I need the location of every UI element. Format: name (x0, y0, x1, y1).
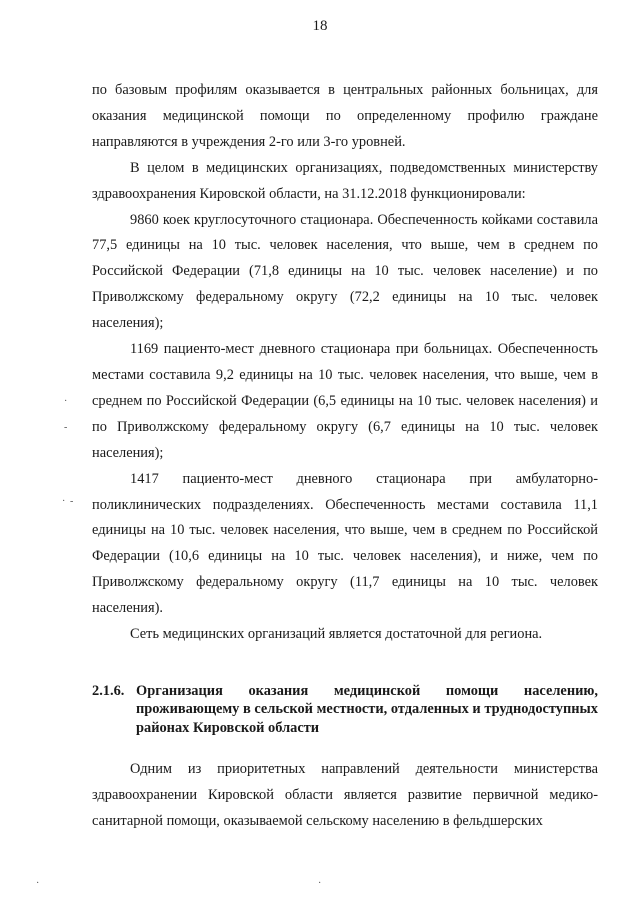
scan-speck: · (36, 878, 40, 889)
paragraph-round-the-clock-beds: 9860 коек круглосуточного стационара. Обеспеченность койками составила 77,5 единицы на 10 тыс. человек населения, что выше, чем в среднем по Российской Федерации (71,8 единицы на 10 тыс. человек население) и по Приволжскому федеральному округу (72,2 единицы на 10 тыс. человек населения); (92, 211, 598, 332)
scan-speck: · (64, 396, 68, 407)
page-number: 18 (312, 18, 328, 34)
paragraph-network-sufficiency: Сеть медицинских организаций является достаточной для региона. (130, 626, 543, 643)
paragraph-continuation: по базовым профилям оказывается в центральных районных больницах, для оказания медицинской помощи по определенному профилю граждане направляются в учреждения 2-го или 3-го уровней. (92, 82, 598, 150)
section-heading (92, 682, 598, 738)
section-number: 2.1.6. (92, 682, 125, 699)
paragraph-rural-care: Одним из приоритетных направлений деятельности министерства здравоохранении Кировской области является развитие первичной медико-санитарной помощи, оказываемой сельскому населению в фельдшерских (92, 761, 598, 830)
scan-speck: · (318, 878, 322, 889)
section-title: Организация оказания медицинской помощи населению, проживающему в сельской местности, отдаленных и труднодоступных районах Кировской области (136, 682, 598, 736)
paragraph-day-hospital-beds: 1169 пациенто-мест дневного стационара при больницах. Обеспеченность местами составила 9,2 единицы на 10 тыс. человек населения, что выше, чем в среднем по Российской Федерации (6,5 единицы на 10 тыс. человек населения) и по Приволжскому федеральному округу (6,7 единицы на 10 тыс. человек населения); (92, 341, 598, 461)
scan-speck: - (70, 496, 74, 507)
scan-speck: - (64, 422, 68, 433)
paragraph-summary-intro: В целом в медицинских организациях, подведомственных министерству здравоохранения Кировской области, на 31.12.2018 функционировали: (92, 159, 598, 202)
scan-speck: · (62, 496, 66, 507)
document-body (92, 78, 598, 835)
paragraph-outpatient-day-beds: 1417 пациенто-мест дневного стационара при амбулаторно-поликлинических подразделениях. Обеспеченность местами составила 11,1 единицы на 10 тыс. человек населения, что выше, чем в среднем по Российской Федерации (10,6 единицы на 10 тыс. человек населения), и ниже, чем по Приволжскому федеральному округу (11,7 единицы на 10 тыс. человек населения). (92, 470, 598, 617)
